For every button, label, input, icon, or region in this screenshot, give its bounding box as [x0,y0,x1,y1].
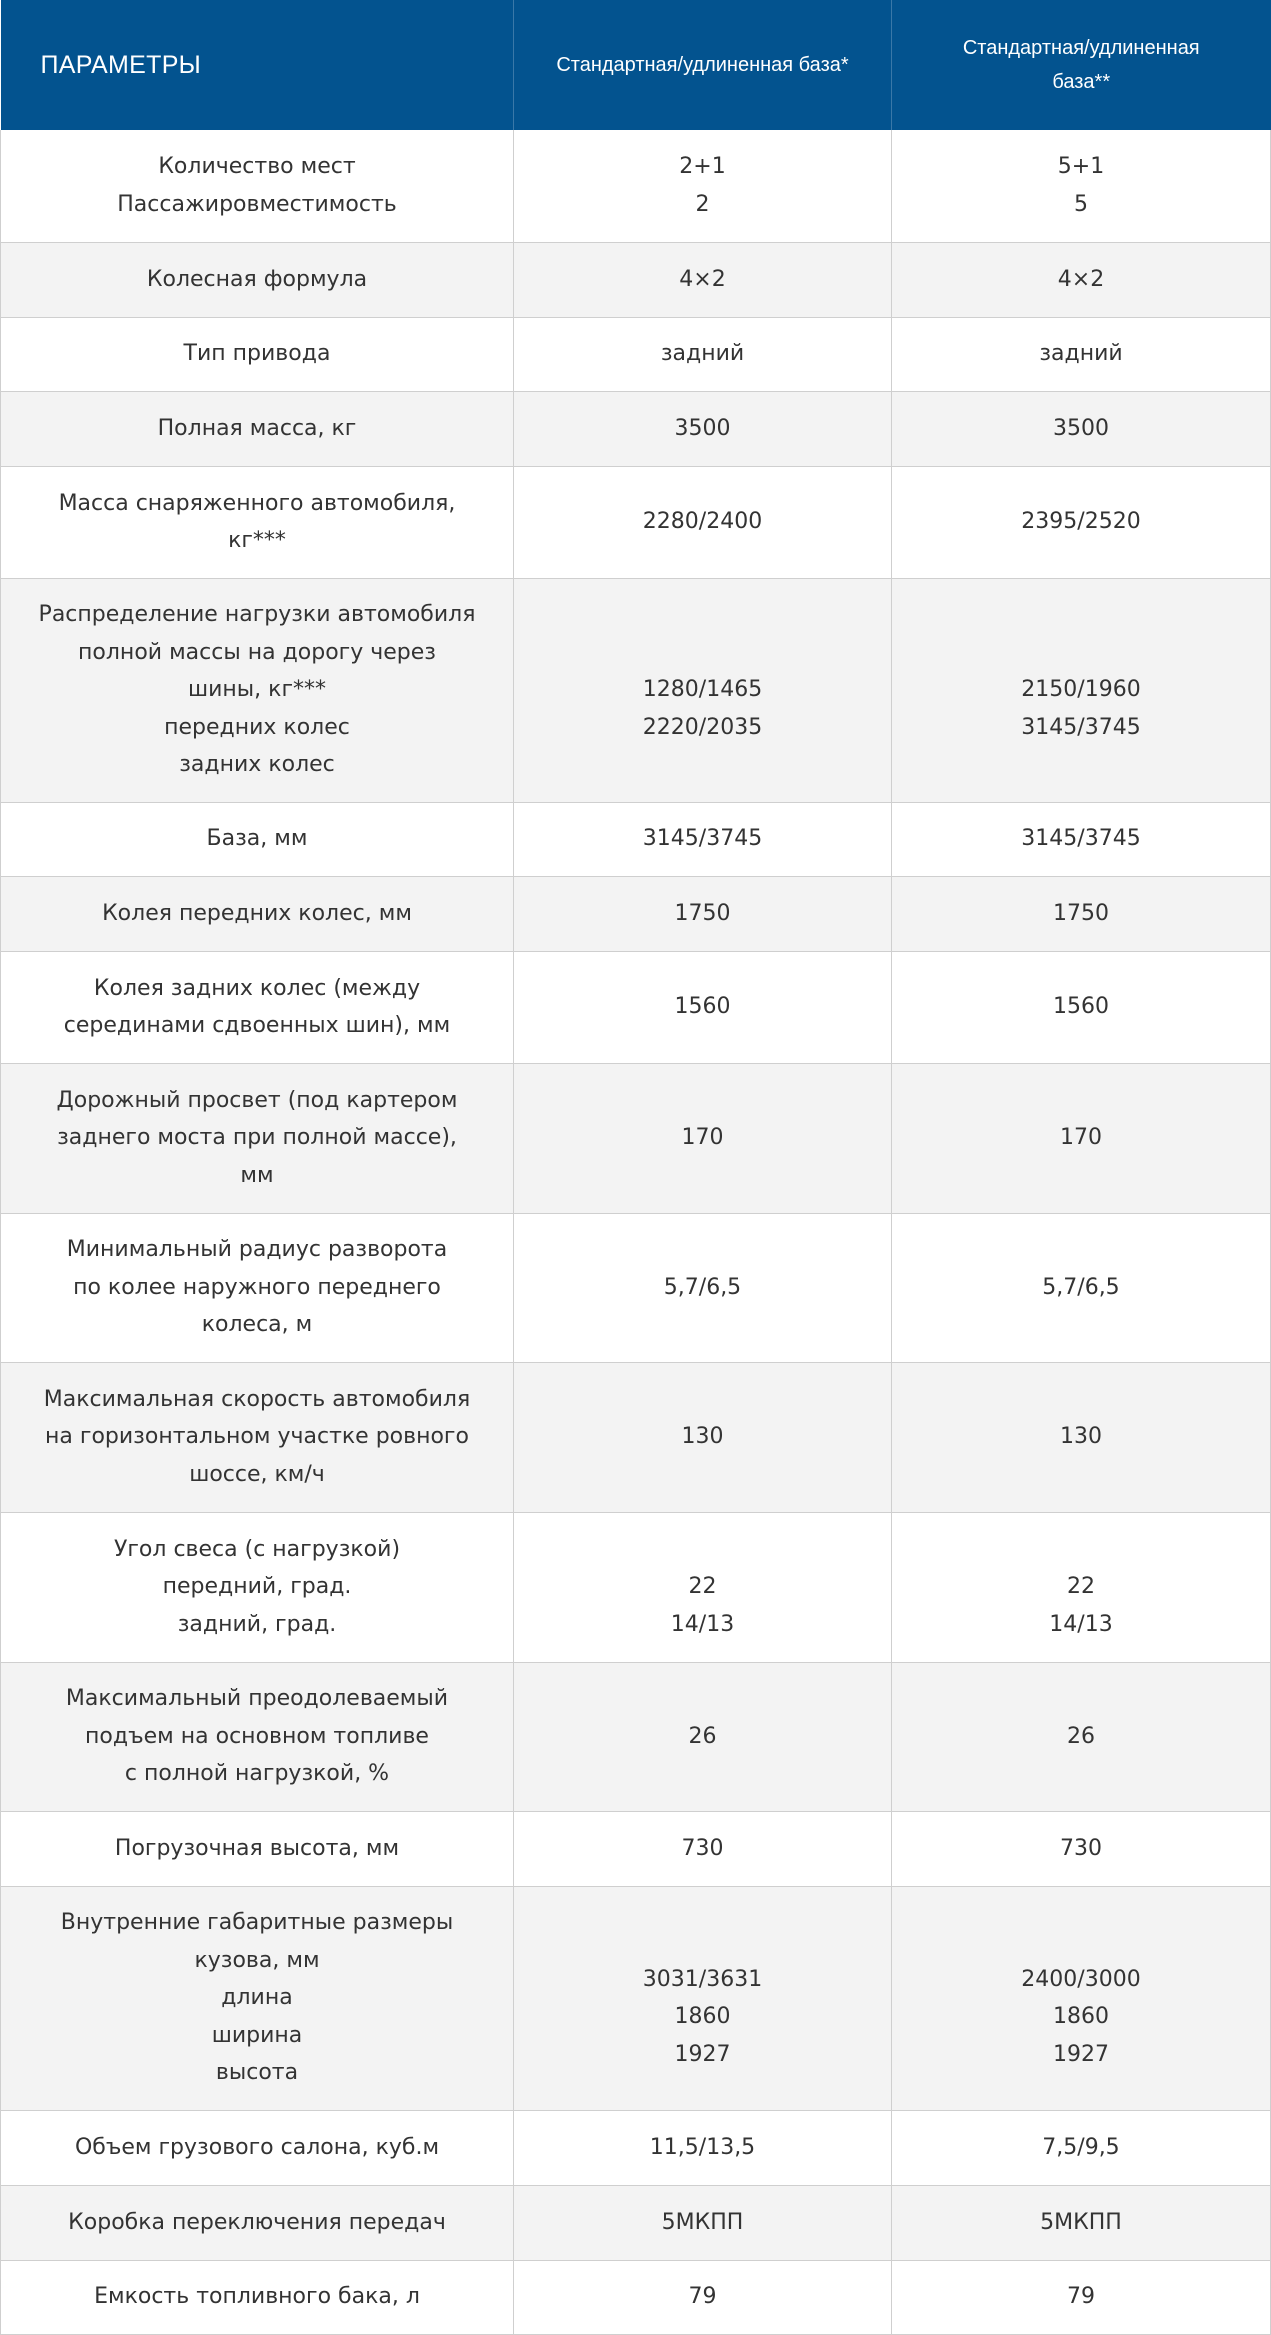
value-text: 4×2 [679,266,726,292]
parameter-label: подъем на основном топливе [85,1723,429,1749]
value-cell-col1 [514,1213,892,1362]
value-text: 3031/3631 [642,1966,763,1992]
value-cell-col1 [514,2185,892,2260]
value-text: 26 [688,1723,717,1749]
parameter-label: кузова, мм [194,1947,320,1973]
table-row [1,2185,1271,2260]
value-text: 22 [1067,1574,1095,1600]
parameter-label: ширина [211,2022,303,2048]
value-cell-col2 [892,1362,1271,1512]
parameter-label: Масса снаряженного автомобиля, [58,490,456,516]
parameter-cell [1,2185,514,2260]
parameter-cell [1,876,514,951]
value-cell-col1 [514,466,892,578]
parameter-cell [1,391,514,466]
parameter-cell [1,1063,514,1213]
parameter-label: Распределение нагрузки автомобиля [38,602,476,628]
value-text: 5МКПП [1040,2209,1122,2235]
value-text: 5 [1074,191,1088,217]
value-cell-col2 [892,2110,1271,2185]
parameter-label: Пассажировместимость [117,191,397,217]
value-text: 3145/3745 [642,826,763,852]
table-row [1,802,1271,876]
value-cell-col1 [514,1886,892,2110]
value-cell-col2 [892,242,1271,317]
value-text: 3145/3745 [1021,714,1141,740]
table-row [1,2260,1271,2334]
value-text: 170 [1060,1125,1102,1151]
value-text: 1750 [1053,900,1109,926]
parameter-cell [1,130,514,242]
table-row [1,1213,1271,1362]
parameter-cell [1,802,514,876]
value-cell-col2 [892,1063,1271,1213]
value-text: 14/13 [1049,1611,1113,1637]
table-row [1,1512,1271,1662]
parameter-label: шоссе, км/ч [189,1461,325,1487]
parameter-cell [1,2260,514,2334]
parameter-label: шины, кг*** [187,677,326,703]
value-text: 26 [1067,1723,1095,1749]
value-text [534,1531,871,1569]
value-text: 11,5/13,5 [649,2134,756,2160]
parameter-label: задний, град. [177,1611,337,1637]
parameter-label: Количество мест [158,154,356,180]
value-cell-col1 [514,2110,892,2185]
value-text: 2280/2400 [642,509,763,535]
value-text: 3500 [1053,415,1109,441]
parameter-label: с полной нагрузкой, % [124,1761,390,1787]
value-text: 730 [1060,1835,1102,1861]
value-cell-col2 [892,2260,1271,2334]
parameter-cell [1,1886,514,2110]
parameter-label: Емкость топливного бака, л [94,2284,420,2310]
value-text: 2400/3000 [1021,1966,1141,1992]
value-cell-col1 [514,876,892,951]
value-cell-col1 [514,1362,892,1512]
table-row [1,130,1271,242]
value-text: 79 [1067,2284,1095,2310]
table-row [1,317,1271,391]
parameter-label: Погрузочная высота, мм [114,1835,400,1861]
table-row [1,1063,1271,1213]
value-text: 2220/2035 [642,714,763,740]
parameter-label: колеса, м [201,1312,313,1338]
parameter-cell [1,578,514,802]
parameter-label: задних колес [179,752,335,778]
parameter-label: высота [215,2060,299,2086]
value-text: 2+1 [679,154,726,180]
value-text [912,634,1250,672]
parameter-cell [1,951,514,1063]
parameter-label: кг*** [228,528,286,553]
value-cell-col2 [892,317,1271,391]
parameter-label: Колесная формула [146,266,368,292]
parameter-label: Внутренние габаритные размеры [60,1910,454,1936]
value-text: 1860 [1053,2004,1109,2029]
parameter-label: Максимальный преодолеваемый [65,1686,449,1712]
table-row [1,1886,1271,2110]
value-cell-col2 [892,1811,1271,1886]
value-text: 170 [681,1125,724,1151]
parameter-cell [1,1512,514,1662]
parameter-label: Минимальный радиус разворота [66,1237,448,1263]
value-cell-col2 [892,391,1271,466]
value-text: 1560 [674,994,731,1020]
value-cell-col2 [892,876,1271,951]
value-cell-col2 [892,1662,1271,1811]
parameter-cell [1,1662,514,1811]
parameter-label: Колея задних колес (между [93,975,421,1001]
value-text: задний [1039,341,1123,367]
parameter-label: мм [240,1162,274,1188]
value-cell-col2 [892,951,1271,1063]
parameter-label: серединами сдвоенных шин), мм [63,1013,451,1038]
value-text: 1560 [1053,994,1109,1020]
value-cell-col1 [514,391,892,466]
value-cell-col2 [892,578,1271,802]
value-text: 5,7/6,5 [1042,1274,1120,1300]
value-cell-col1 [514,242,892,317]
table-row [1,2110,1271,2185]
parameter-label: Дорожный просвет (под картером [56,1087,458,1113]
parameter-label: Угол свеса (с нагрузкой) [113,1536,401,1562]
value-text [912,1531,1250,1569]
parameter-label: Тип привода [183,341,331,367]
value-text: 1280/1465 [642,677,763,703]
parameter-label: Колея передних колес, мм [102,900,412,926]
parameter-label: Полная масса, кг [157,415,357,441]
parameter-cell [1,242,514,317]
value-text: 14/13 [670,1611,735,1637]
parameter-label: по колее наружного переднего [73,1274,441,1300]
value-cell-col1 [514,2260,892,2334]
parameter-label: Коробка переключения передач [68,2209,446,2235]
value-text: 2 [695,191,710,217]
value-cell-col1 [514,317,892,391]
value-text: 5+1 [1057,154,1105,180]
parameter-cell [1,1213,514,1362]
value-text: 130 [681,1424,724,1450]
header-column-2: Стандартная/удлиненная база** [892,0,1271,130]
value-cell-col1 [514,578,892,802]
table-row [1,876,1271,951]
value-text: задний [660,341,745,367]
value-text: 730 [681,1835,724,1861]
parameter-label: длина [221,1985,293,2011]
parameter-label: Объем грузового салона, куб.м [74,2134,440,2160]
value-text: 2150/1960 [1021,677,1141,703]
parameter-label: передних колес [164,714,350,740]
parameter-label: передний, град. [162,1574,352,1600]
value-cell-col2 [892,1512,1271,1662]
parameter-cell [1,317,514,391]
value-text: 5,7/6,5 [663,1274,742,1300]
value-cell-col2 [892,466,1271,578]
value-text: 1750 [674,900,731,926]
header-column-1: Стандартная/удлиненная база* [514,0,892,130]
value-text: 1860 [674,2004,731,2029]
table-header [1,0,1271,130]
value-text: 7,5/9,5 [1042,2134,1120,2160]
value-cell-col1 [514,1811,892,1886]
table-row [1,578,1271,802]
parameter-label: Максимальная скорость автомобиля [43,1386,471,1412]
table-row [1,1811,1271,1886]
parameter-label: заднего моста при полной массе), [57,1125,457,1151]
parameter-label: База, мм [206,826,308,852]
value-text: 4×2 [1057,266,1105,292]
header-row [1,0,1271,130]
table-row [1,951,1271,1063]
value-text: 3145/3745 [1021,826,1141,852]
value-cell-col2 [892,2185,1271,2260]
value-text [534,634,871,672]
value-text: 2395/2520 [1021,509,1141,535]
table-row [1,1662,1271,1811]
value-cell-col2 [892,802,1271,876]
table-row [1,242,1271,317]
value-cell-col1 [514,130,892,242]
value-text: 79 [688,2284,717,2310]
value-text: 1927 [1053,2041,1109,2067]
table-row [1,391,1271,466]
value-cell-col1 [514,951,892,1063]
value-text: 1927 [674,2041,731,2067]
value-text [534,1923,871,1961]
value-cell-col2 [892,130,1271,242]
value-text: 22 [688,1574,717,1600]
value-cell-col2 [892,1213,1271,1362]
table-row [1,1362,1271,1512]
table-body [1,130,1271,2334]
parameter-label: полной массы на дорогу через [78,639,436,665]
value-cell-col2 [892,1886,1271,2110]
parameter-label: на горизонтальном участке ровного [45,1424,469,1450]
value-cell-col1 [514,1512,892,1662]
value-text: 3500 [674,415,731,441]
value-text: 5МКПП [661,2209,744,2235]
value-cell-col1 [514,802,892,876]
parameter-cell [1,2110,514,2185]
parameter-cell [1,466,514,578]
table-row [1,466,1271,578]
parameter-cell [1,1362,514,1512]
value-cell-col1 [514,1662,892,1811]
value-cell-col1 [514,1063,892,1213]
value-text: 130 [1060,1424,1102,1450]
parameter-cell [1,1811,514,1886]
header-parameters: ПАРАМЕТРЫ [1,0,514,130]
value-text [912,1923,1250,1961]
